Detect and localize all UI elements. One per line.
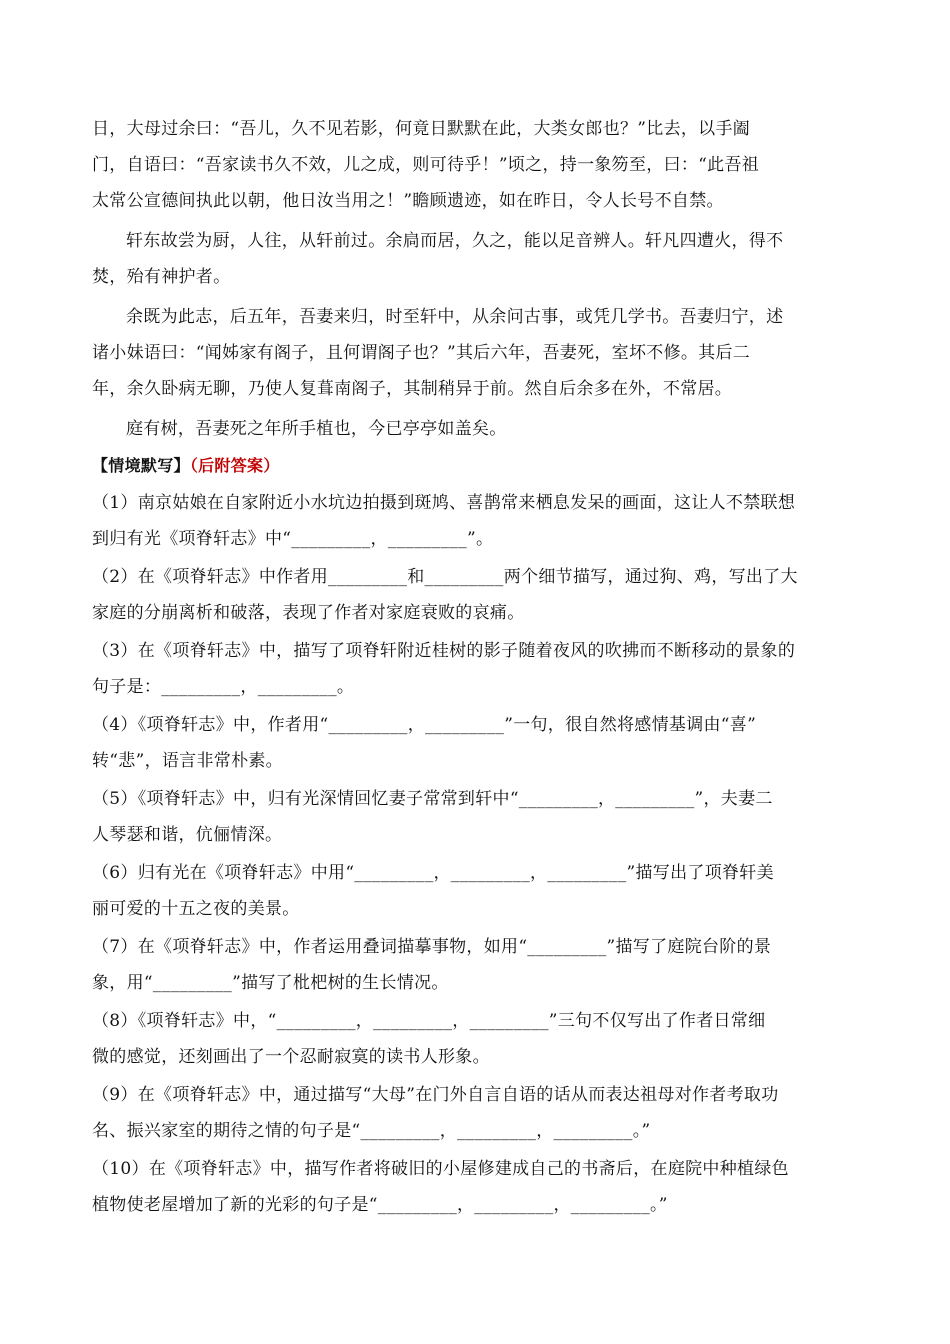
section-heading — [92, 455, 280, 477]
passage-line: 轩东故尝为厨，人往，从轩前过。余扃而居，久之，能以足音辨人。轩凡四遭火，得不 — [126, 231, 784, 251]
question-line: 家庭的分崩离析和破落，表现了作者对家庭衰败的哀痛。 — [92, 603, 525, 623]
question-line: （6）归有光在《项脊轩志》中用“_________，_________，_________”描写出了项脊轩美 — [92, 863, 774, 883]
question-line: 到归有光《项脊轩志》中“_________，_________”。 — [92, 529, 494, 549]
question-line: （1）南京姑娘在自家附近小水坑边拍摄到斑鸠、喜鹊常来栖息发呆的画面，这让人不禁联想 — [92, 493, 796, 513]
section-note: （后附答案） — [189, 456, 280, 475]
question-line: （5）《项脊轩志》中，归有光深情回忆妻子常常到轩中“_________，_________”，夫妻二 — [92, 789, 773, 809]
question-line: （8）《项脊轩志》中，“_________，_________，_________”三句不仅写出了作者日常细 — [92, 1011, 766, 1031]
question-line: 丽可爱的十五之夜的美景。 — [92, 899, 300, 919]
question-line: （2）在《项脊轩志》中作者用_________和_________两个细节描写，通过狗、鸡，写出了大 — [92, 567, 798, 587]
question-line: （4）《项脊轩志》中，作者用“_________，_________”一句，很自然将感情基调由“喜” — [92, 715, 757, 735]
passage-line: 门，自语曰：“吾家读书久不效，儿之成，则可待乎！”顷之，持一象笏至，曰：“此吾祖 — [92, 155, 760, 175]
passage-line: 焚，殆有神护者。 — [92, 267, 231, 287]
question-line: 象，用“_________”描写了枇杷树的生长情况。 — [92, 973, 449, 993]
question-line: 微的感觉，还刻画出了一个忍耐寂寞的读书人形象。 — [92, 1047, 490, 1067]
passage-line: 诸小妹语曰：“闻姊家有阁子，且何谓阁子也？”其后六年，吾妻死，室坏不修。其后二 — [92, 343, 751, 363]
passage-line: 年，余久卧病无聊，乃使人复葺南阁子，其制稍异于前。然自后余多在外，不常居。 — [92, 379, 733, 399]
passage-line: 太常公宣德间执此以朝，他日汝当用之！”瞻顾遗迹，如在昨日，令人长号不自禁。 — [92, 191, 724, 211]
passage-line: 庭有树，吾妻死之年所手植也，今已亭亭如盖矣。 — [126, 419, 507, 439]
question-line: 植物使老屋增加了新的光彩的句子是“_________，_________，_________。” — [92, 1195, 668, 1215]
question-line: （10）在《项脊轩志》中，描写作者将破旧的小屋修建成自己的书斋后，在庭院中种植绿色 — [92, 1159, 789, 1179]
section-title: 【情境默写】 — [92, 456, 190, 475]
passage-line: 余既为此志，后五年，吾妻来归，时至轩中，从余问古事，或凭几学书。吾妻归宁，述 — [126, 307, 784, 327]
question-line: （7）在《项脊轩志》中，作者运用叠词描摹事物，如用“_________”描写了庭院台阶的景 — [92, 937, 772, 957]
question-line: （9）在《项脊轩志》中，通过描写“大母”在门外自言自语的话从而表达祖母对作者考取功 — [92, 1085, 779, 1105]
question-line: 句子是：_________，_________。 — [92, 677, 355, 697]
question-line: 名、振兴家室的期待之情的句子是“_________，_________，_________。” — [92, 1121, 651, 1141]
question-line: 转“悲”，语言非常朴素。 — [92, 751, 283, 771]
question-line: 人琴瑟和谐，伉俪情深。 — [92, 825, 283, 845]
passage-line: 日，大母过余曰：“吾儿，久不见若影，何竟日默默在此，大类女郎也？”比去，以手阖 — [92, 119, 751, 139]
question-line: （3）在《项脊轩志》中，描写了项脊轩附近桂树的影子随着夜风的吹拂而不断移动的景象的 — [92, 641, 796, 661]
